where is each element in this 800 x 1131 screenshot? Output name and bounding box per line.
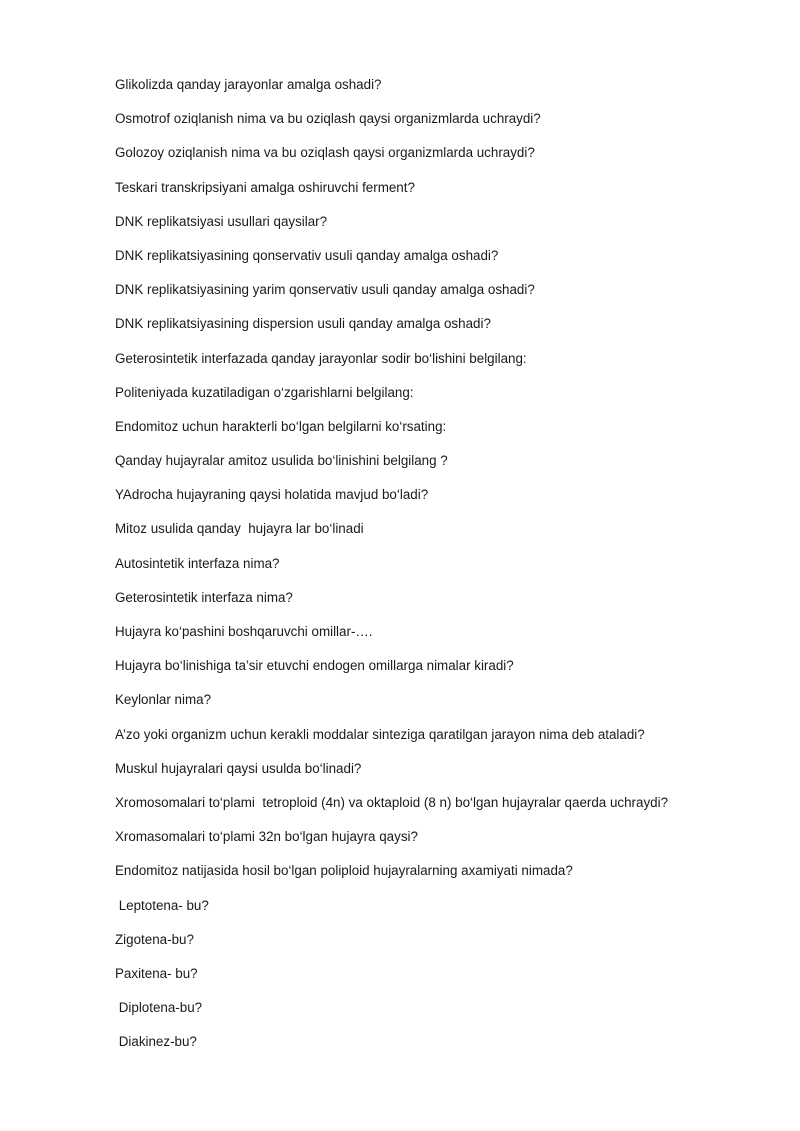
question-item: Mitoz usulida qanday hujayra lar bo‘linadi xyxy=(115,521,364,537)
question-item: Zigotena-bu? xyxy=(115,931,194,947)
question-item: DNK replikatsiyasining dispersion usuli qanday amalga oshadi? xyxy=(115,316,491,332)
question-item: Keylonlar nima? xyxy=(115,692,212,708)
question-item: Xromosomalari to‘plami tetroploid (4n) va oktaploid (8 n) bo‘lgan hujayralar qaerda uchraydi? xyxy=(115,794,669,810)
question-item: Glikolizda qanday jarayonlar amalga oshadi? xyxy=(115,77,382,92)
question-item: A’zo yoki organizm uchun kerakli moddalar sinteziga qaratilgan jarayon nima deb ataladi? xyxy=(115,726,645,742)
question-item: Endomitoz uchun harakterli bo‘lgan belgilarni ko‘rsating: xyxy=(115,418,447,434)
question-item: Diplotena-bu? xyxy=(115,1000,203,1016)
question-item: Muskul hujayralari qaysi usulda bo‘linadi? xyxy=(115,760,362,776)
question-item: Endomitoz natijasida hosil bo‘lgan poliploid hujayralarning axamiyati nimada? xyxy=(115,863,573,879)
question-item: Osmotrof oziqlanish nima va bu oziqlash qaysi organizmlarda uchraydi? xyxy=(115,111,541,127)
question-list xyxy=(115,76,775,1067)
question-item: Xromasomalari to‘plami 32n bo‘lgan hujayra qaysi? xyxy=(115,829,418,845)
question-item: Geterosintetik interfaza nima? xyxy=(115,589,293,605)
question-item: Paxitena- bu? xyxy=(115,965,198,981)
question-item: Teskari transkripsiyani amalga oshiruvchi ferment? xyxy=(115,179,415,195)
question-item: DNK replikatsiyasi usullari qaysilar? xyxy=(115,213,328,229)
question-item: Leptotena- bu? xyxy=(115,897,209,913)
question-item: Hujayra bo‘linishiga ta’sir etuvchi endogen omillarga nimalar kiradi? xyxy=(115,658,514,674)
question-item: Politeniyada kuzatiladigan o‘zgarishlarni belgilang: xyxy=(115,384,414,400)
question-item: Hujayra ko‘pashini boshqaruvchi omillar-…. xyxy=(115,624,373,639)
question-item: Diakinez-bu? xyxy=(115,1034,197,1050)
question-item: DNK replikatsiyasining yarim qonservativ usuli qanday amalga oshadi? xyxy=(115,282,535,298)
question-item: Autosintetik interfaza nima? xyxy=(115,555,280,571)
question-item: Qanday hujayralar amitoz usulida bo‘linishini belgilang ? xyxy=(115,453,448,469)
question-item: Geterosintetik interfazada qanday jarayonlar sodir bo‘lishini belgilang: xyxy=(115,350,527,366)
question-item: Golozoy oziqlanish nima va bu oziqlash qaysi organizmlarda uchraydi? xyxy=(115,145,535,161)
question-item: YAdrocha hujayraning qaysi holatida mavjud bo‘ladi? xyxy=(115,487,429,503)
question-item: DNK replikatsiyasining qonservativ usuli qanday amalga oshadi? xyxy=(115,247,499,263)
